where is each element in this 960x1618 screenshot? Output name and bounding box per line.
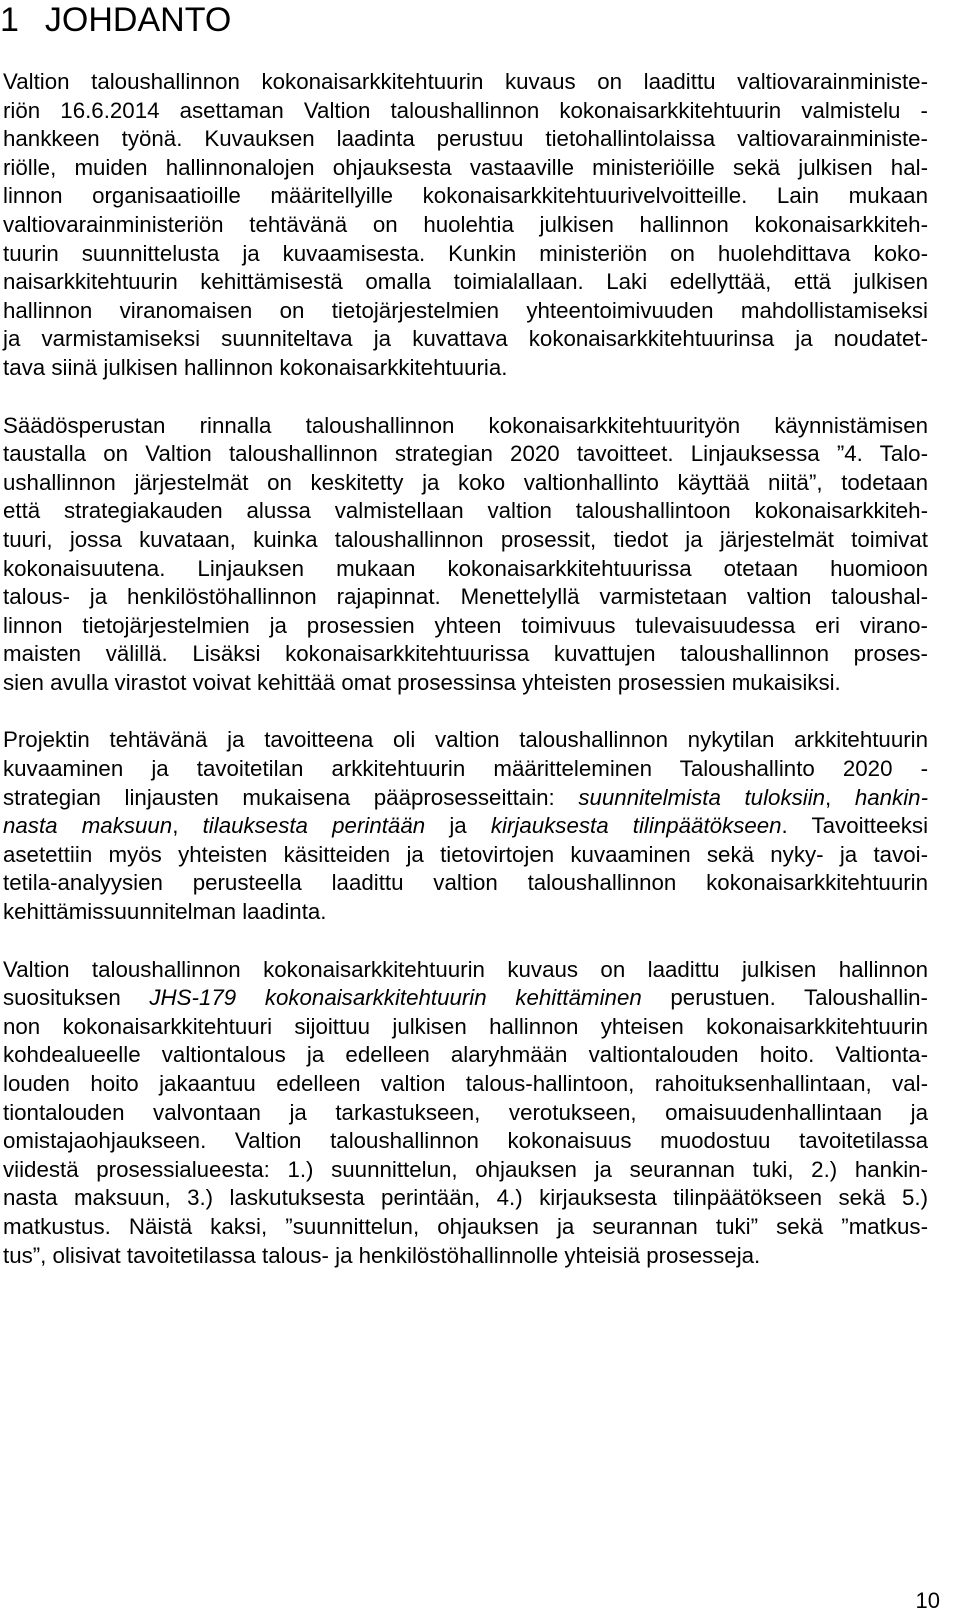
text-line bbox=[3, 984, 928, 1013]
text-line bbox=[3, 412, 928, 441]
text-segment: talous- ja henkilöstöhallinnon rajapinnat. Menettelyllä varmistetaan valtion taloushal- bbox=[3, 584, 928, 610]
text-segment: tava siinä julkisen hallinnon kokonaisarkkitehtuuria. bbox=[3, 354, 508, 380]
text-line bbox=[3, 1213, 928, 1242]
text-line bbox=[3, 869, 928, 898]
text-segment: Säädösperustan rinnalla taloushallinnon kokonaisarkkitehtuurityön käynnistämisen bbox=[3, 412, 928, 438]
text-segment: ja varmistamiseksi suunniteltava ja kuvattava kokonaisarkkitehtuurinsa ja noudatet- bbox=[3, 326, 928, 352]
text-segment: naisarkkitehtuurin kehittämisestä omalla toimialallaan. Laki edellyttää, että julkisen bbox=[3, 269, 928, 295]
text-line bbox=[3, 240, 928, 269]
text-line bbox=[3, 497, 928, 526]
text-segment: tiontalouden valvontaan ja tarkastukseen, verotukseen, omaisuudenhallintaan ja bbox=[3, 1099, 928, 1125]
text-line bbox=[3, 268, 928, 297]
text-line bbox=[3, 1184, 928, 1213]
paragraph bbox=[3, 412, 928, 698]
text-line bbox=[3, 583, 928, 612]
text-line bbox=[3, 612, 928, 641]
text-line bbox=[3, 555, 928, 584]
text-line bbox=[3, 297, 928, 326]
text-segment: Valtion taloushallinnon kokonaisarkkitehtuurin kuvaus on laadittu valtiovarainministe- bbox=[3, 69, 928, 94]
text-segment: Projektin tehtävänä ja tavoitteena oli valtion taloushallinnon nykytilan arkkitehtuurin bbox=[3, 727, 928, 753]
text-segment: sien avulla virastot voivat kehittää omat prosessinsa yhteisten prosessien mukaisiksi. bbox=[3, 669, 841, 695]
page-number: 10 bbox=[915, 1588, 940, 1613]
text-line bbox=[3, 182, 928, 211]
text-segment: omistajaohjaukseen. Valtion taloushallinnon kokonaisuus muodostuu tavoitetilassa bbox=[3, 1128, 928, 1154]
text-line bbox=[3, 669, 928, 698]
text-segment: kuvaaminen ja tavoitetilan arkkitehtuurin määritteleminen Taloushallinto 2020 - bbox=[3, 756, 928, 782]
text-segment: matkustus. Näistä kaksi, ”suunnittelun, ohjauksen ja seurannan tuki” sekä ”matkus- bbox=[3, 1213, 928, 1239]
text-segment: hankkeen työnä. Kuvauksen laadinta perustuu tietohallintolaissa valtiovarainministe- bbox=[3, 126, 928, 152]
text-line bbox=[3, 755, 928, 784]
text-line bbox=[3, 841, 928, 870]
text-segment: tuurin suunnittelusta ja kuvaamisesta. Kunkin ministeriön on huolehdittava koko- bbox=[3, 240, 928, 266]
paragraph bbox=[3, 726, 928, 926]
text-segment: , bbox=[172, 813, 203, 839]
text-line bbox=[3, 154, 928, 183]
text-segment: viidestä prosessialueesta: 1.) suunnittelun, ohjauksen ja seurannan tuki, 2.) hankin- bbox=[3, 1156, 928, 1182]
text-segment: maisten välillä. Lisäksi kokonaisarkkitehtuurissa kuvattujen taloushallinnon proses- bbox=[3, 641, 928, 667]
chapter-title: JOHDANTO bbox=[44, 1, 232, 39]
text-segment: . Tavoitteeksi bbox=[781, 813, 929, 839]
chapter-heading bbox=[0, 0, 231, 40]
italic-text: suunnitelmista tuloksiin bbox=[578, 784, 826, 810]
text-segment: linnon tietojärjestelmien ja prosessien yhteen toimivuus tulevaisuudessa eri virano- bbox=[3, 612, 928, 638]
text-line bbox=[3, 354, 928, 383]
text-segment: , bbox=[825, 784, 855, 810]
text-line bbox=[3, 956, 928, 985]
paragraph bbox=[3, 956, 928, 1271]
chapter-number: 1 bbox=[0, 1, 19, 39]
text-line bbox=[3, 784, 928, 813]
text-segment: hallinnon viranomaisen on tietojärjestelmien yhteentoimivuuden mahdollistamiseksi bbox=[3, 297, 928, 323]
text-segment: suosituksen bbox=[3, 985, 150, 1011]
text-line bbox=[3, 1013, 928, 1042]
text-segment: asetettiin myös yhteisten käsitteiden ja tietovirtojen kuvaaminen sekä nyky- ja tavoi- bbox=[3, 841, 928, 867]
text-segment: tuuri, jossa kuvataan, kuinka taloushallinnon prosessit, tiedot ja järjestelmät toimivat bbox=[3, 526, 928, 552]
text-line bbox=[3, 1041, 928, 1070]
text-segment: tetila-analyysien perusteella laadittu valtion taloushallinnon kokonaisarkkitehtuurin bbox=[3, 870, 928, 896]
body-text bbox=[3, 68, 928, 1299]
text-line bbox=[3, 640, 928, 669]
text-line bbox=[3, 1156, 928, 1185]
text-segment: louden hoito jakaantuu edelleen valtion talous-hallintoon, rahoituksenhallintaan, val- bbox=[3, 1071, 928, 1096]
text-line bbox=[3, 440, 928, 469]
text-segment: kokonaisuutena. Linjauksen mukaan kokonaisarkkitehtuurissa otetaan huomioon bbox=[3, 555, 928, 581]
text-segment: ja bbox=[425, 813, 491, 839]
text-line bbox=[3, 1242, 928, 1271]
text-segment: linnon organisaatioille määritellyille kokonaisarkkitehtuurivelvoitteille. Lain mukaan bbox=[3, 183, 928, 209]
text-segment: nasta maksuun, 3.) laskutuksesta perintään, 4.) kirjauksesta tilinpäätökseen sekä 5.) bbox=[3, 1185, 928, 1211]
text-line bbox=[3, 1070, 928, 1099]
text-segment: Valtion taloushallinnon kokonaisarkkitehtuurin kuvaus on laadittu julkisen hallinnon bbox=[3, 956, 928, 982]
text-segment: strategian linjausten mukaisena pääprosesseittain: bbox=[3, 784, 579, 810]
paragraph bbox=[3, 68, 928, 383]
text-line bbox=[3, 211, 928, 240]
italic-text: kirjauksesta tilinpäätökseen bbox=[490, 813, 782, 839]
text-line bbox=[3, 1127, 928, 1156]
text-segment: non kokonaisarkkitehtuuri sijoittuu julkisen hallinnon yhteisen kokonaisarkkitehtuurin bbox=[3, 1013, 928, 1039]
text-segment: riön 16.6.2014 asettaman Valtion taloushallinnon kokonaisarkkitehtuurin valmistelu - bbox=[3, 97, 928, 123]
text-line bbox=[3, 526, 928, 555]
italic-text: tilauksesta perintään bbox=[202, 813, 426, 839]
text-line bbox=[3, 125, 928, 154]
text-segment: ushallinnon järjestelmät on keskitetty ja koko valtionhallinto käyttää niitä”, todetaan bbox=[3, 469, 928, 495]
text-line bbox=[3, 68, 928, 97]
text-line bbox=[3, 898, 928, 927]
text-line bbox=[3, 469, 928, 498]
text-segment: että strategiakauden alussa valmistellaan valtion taloushallintoon kokonaisarkkiteh- bbox=[3, 498, 928, 524]
italic-text: hankin- bbox=[854, 784, 928, 810]
text-line bbox=[3, 97, 928, 126]
text-segment: kohdealueelle valtiontalous ja edelleen alaryhmään valtiontalouden hoito. Valtionta- bbox=[3, 1042, 928, 1068]
text-segment: kehittämissuunnitelman laadinta. bbox=[3, 899, 327, 925]
text-segment: perustuen. Taloushallin- bbox=[641, 985, 928, 1011]
italic-text: JHS-179 kokonaisarkkitehtuurin kehittäminen bbox=[149, 985, 642, 1011]
text-segment: taustalla on Valtion taloushallinnon strategian 2020 tavoitteet. Linjauksessa ”4. Talo- bbox=[3, 441, 928, 467]
text-line bbox=[3, 1099, 928, 1128]
text-line bbox=[3, 325, 928, 354]
text-segment: valtiovarainministeriön tehtävänä on huolehtia julkisen hallinnon kokonaisarkkiteh- bbox=[3, 211, 928, 237]
italic-text: nasta maksuun bbox=[3, 813, 173, 839]
text-segment: riölle, muiden hallinnonalojen ohjauksesta vastaaville ministeriöille sekä julkisen hal- bbox=[3, 154, 928, 180]
text-line bbox=[3, 812, 928, 841]
text-line bbox=[3, 726, 928, 755]
text-segment: tus”, olisivat tavoitetilassa talous- ja henkilöstöhallinnolle yhteisiä prosesseja. bbox=[3, 1242, 761, 1268]
